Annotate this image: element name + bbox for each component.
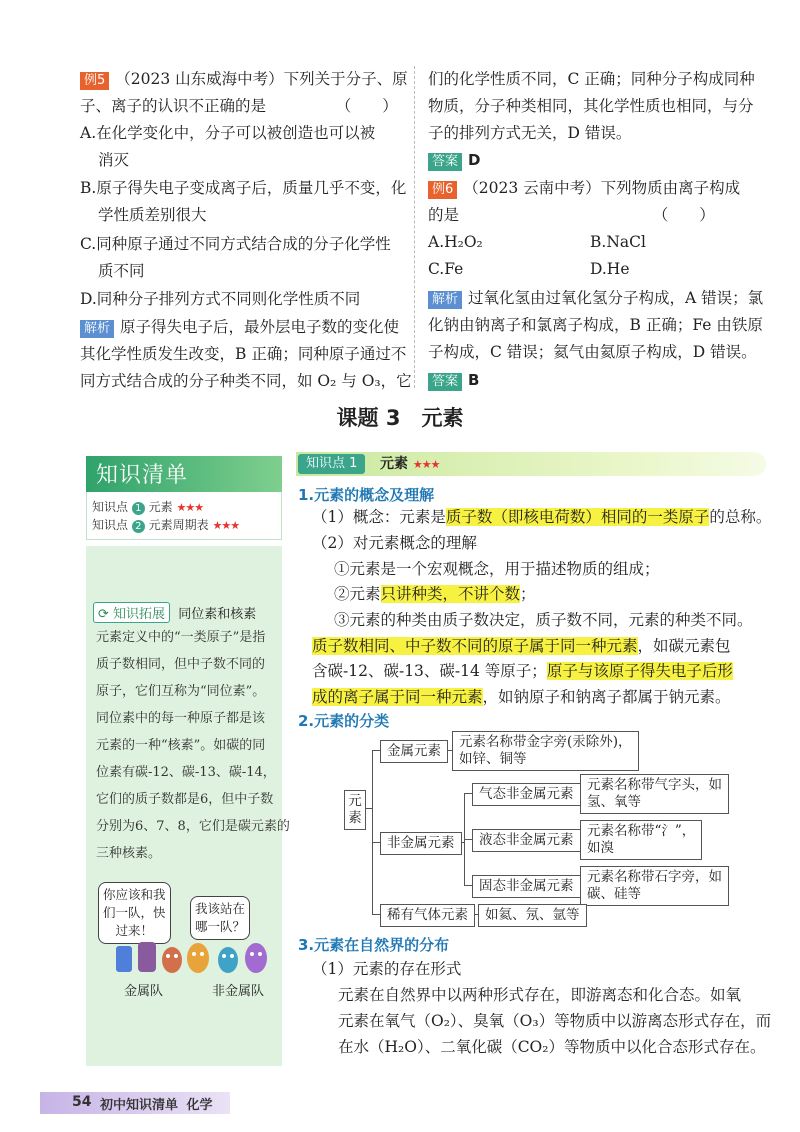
ex6-question-line2: 的是 （ ）	[428, 206, 715, 224]
ex5-analysis-line2: 其化学性质发生改变，B 正确；同种原子通过不	[80, 345, 407, 363]
extension-tag: ⟳ 知识拓展	[93, 602, 170, 623]
node-liquid-desc: 元素名称带“氵”， 如溴	[580, 820, 702, 860]
ex5-option-b-cont: 学性质差别很大	[98, 206, 207, 224]
ex5-analysis-line3: 同方式结合成的分子种类不同，如 O₂ 与 O₃，它	[80, 372, 412, 390]
extension-line: 位素有碳-12、碳-13、碳-14，	[96, 765, 276, 780]
node-solid-nonmetal: 固态非金属元素	[472, 875, 581, 898]
s1-item-2: ②元素只讲种类，不讲个数；	[334, 585, 536, 603]
ex5-option-d: D.同种分子排列方式不同则化学性质不同	[80, 290, 361, 308]
section-2-title: 2.元素的分类	[298, 712, 390, 730]
section-1-title: 1.元素的概念及理解	[298, 486, 435, 504]
knowledge-extension-header: ⟳ 知识拓展 同位素和核素	[93, 602, 256, 623]
star-icon: ★★★	[212, 519, 240, 532]
highlight: 原子与该原子得失电子后形	[546, 662, 733, 680]
extension-line: 原子，它们互称为“同位素”。	[96, 684, 266, 699]
team-nonmetal-label: 非金属队	[212, 984, 265, 999]
character-icon	[138, 942, 156, 972]
number-badge: 2	[132, 520, 145, 533]
node-noble-gas: 稀有气体元素	[380, 904, 475, 927]
extension-line: 三种核素。	[96, 846, 162, 861]
node-metal-desc: 元素名称带金字旁(汞除外)， 如锌、铜等	[452, 731, 639, 771]
character-icon	[162, 947, 182, 973]
highlight: 成的离子属于同一种元素	[312, 688, 483, 706]
s1-item-4: 质子数相同、中子数不同的原子属于同一种元素，如碳元素包	[312, 637, 731, 655]
ex5-answer: 答案 D	[428, 146, 480, 174]
node-noble-desc: 如氦、氖、氩等	[478, 904, 587, 927]
ex5-option-c: C.同种原子通过不同方式结合成的分子化学性	[80, 235, 391, 253]
ex5-analysis-line5: 物质，分子种类相同，其化学性质也相同，与分	[428, 97, 754, 115]
node-gas-desc: 元素名称带气字头，如 氢、氧等	[580, 774, 729, 814]
character-icon	[245, 943, 267, 973]
s1-definition: （1）概念：元素是质子数（即核电荷数）相同的一类原子的总称。	[312, 508, 772, 526]
s3-subheading-1: （1）元素的存在形式	[312, 960, 462, 978]
ex6-analysis-line3: 子构成，C 错误；氦气由氦原子构成，D 错误。	[428, 343, 757, 361]
node-gas-nonmetal: 气态非金属元素	[472, 783, 581, 806]
character-icon	[116, 946, 132, 972]
star-icon: ★★★	[412, 458, 440, 471]
ex5-option-a-cont: 消灭	[98, 151, 130, 169]
ex6-analysis-line1: 解析 过氧化氢由过氧化氢分子构成，A 错误；氯	[428, 284, 763, 312]
s1-subheading-2: （2）对元素概念的理解	[312, 534, 477, 552]
s1-item-6: 成的离子属于同一种元素，如钠原子和钠离子都属于钠元素。	[312, 688, 731, 706]
sidebar-point-2[interactable]: 知识点 2 元素周期表 ★★★	[92, 518, 240, 532]
ex6-option-d: D.He	[590, 260, 630, 278]
highlight: 质子数相同、中子数不同的原子属于同一种元素	[312, 637, 638, 655]
s3-paragraph-line1: 元素在自然界中以两种形式存在，即游离态和化合态。如氧	[338, 986, 742, 1004]
s3-paragraph-line3: 在水（H₂O）、二氧化碳（CO₂）等物质中以化合态形式存在。	[338, 1038, 766, 1056]
s1-item-5: 含碳-12、碳-13、碳-14 等原子；原子与该原子得失电子后形	[312, 662, 733, 680]
node-solid-desc: 元素名称带石字旁，如 碳、硅等	[580, 866, 729, 906]
ex5-option-c-cont: 质不同	[98, 262, 145, 280]
character-icon	[218, 947, 238, 973]
ex6-option-b: B.NaCl	[590, 233, 646, 251]
speech-bubble-metal: 你应该和我 们一队，快 过来！	[98, 882, 171, 944]
star-icon: ★★★	[176, 501, 204, 514]
example-tag: 例6	[428, 181, 457, 199]
knowledge-point-title: 元素 ★★★	[380, 456, 440, 472]
ex5-analysis-line1: 解析 原子得失电子后，最外层电子数的变化使	[80, 313, 399, 341]
knowledge-list-title: 知识清单	[96, 463, 189, 488]
speech-bubble-unsure: 我该站在 哪一队？	[190, 896, 250, 940]
extension-line: 质子数相同，但中子数不同的	[96, 657, 266, 672]
knowledge-point-badge: 知识点 1	[298, 454, 365, 474]
lesson-title: 课题 3 元素	[336, 406, 464, 430]
page-number: 54	[72, 1094, 92, 1110]
section-3-title: 3.元素在自然界的分布	[298, 936, 450, 954]
node-liquid-nonmetal: 液态非金属元素	[472, 829, 581, 852]
analysis-tag: 解析	[80, 320, 114, 338]
footer-book-title: 初中知识清单 化学	[100, 1098, 213, 1113]
ex6-option-c: C.Fe	[428, 260, 464, 278]
node-metal: 金属元素	[380, 740, 448, 763]
extension-line: 分别为6、7、8，它们是碳元素的	[96, 819, 290, 834]
cartoon-element-characters	[110, 936, 280, 980]
ex6-option-a: A.H₂O₂	[428, 233, 483, 251]
s1-item-1: ①元素是一个宏观概念，用于描述物质的组成；	[334, 560, 660, 578]
answer-tag: 答案	[428, 153, 462, 171]
ex6-question-line1: 例6 （2023 云南中考）下列物质由离子构成	[428, 174, 740, 202]
extension-line: 同位素中的每一种原子都是该	[96, 711, 266, 726]
ex5-analysis-line6: 子的排列方式无关，D 错误。	[428, 124, 632, 142]
team-metal-label: 金属队	[124, 984, 164, 999]
s1-item-3: ③元素的种类由质子数决定，质子数不同，元素的种类不同。	[334, 611, 753, 629]
node-element: 元素	[344, 790, 366, 830]
extension-line: 元素的一种“核素”。如碳的同	[96, 738, 266, 753]
extension-line: 元素定义中的“一类原子”是指	[96, 630, 266, 645]
ex6-analysis-line2: 化钠由钠离子和氯离子构成，B 正确；Fe 由铁原	[428, 316, 763, 334]
extension-line: 它们的质子数都是6，但中子数	[96, 792, 274, 807]
ex6-answer: 答案 B	[428, 366, 479, 394]
highlight: 只讲种类，不讲个数	[380, 585, 521, 603]
column-divider	[414, 66, 415, 388]
example-tag: 例5	[80, 72, 109, 90]
character-icon	[187, 943, 209, 973]
sidebar-point-1[interactable]: 知识点 1 元素 ★★★	[92, 500, 204, 514]
ex5-option-b: B.原子得失电子变成离子后，质量几乎不变，化	[80, 179, 407, 197]
ex5-question-line2: 子、离子的认识不正确的是 （ ）	[80, 97, 398, 115]
ex5-analysis-line4: 们的化学性质不同，C 正确；同种分子构成同种	[428, 70, 755, 88]
knowledge-point-banner	[296, 452, 766, 476]
analysis-tag: 解析	[428, 291, 462, 309]
highlight: 质子数（即核电荷数）相同的一类原子	[445, 508, 710, 526]
node-nonmetal: 非金属元素	[380, 832, 462, 855]
ex5-question-line1: 例5 （2023 山东威海中考）下列关于分子、原	[80, 65, 408, 93]
ex5-option-a: A.在化学变化中，分子可以被创造也可以被	[80, 124, 376, 142]
s3-paragraph-line2: 元素在氧气（O₂）、臭氧（O₃）等物质中以游离态形式存在，而	[338, 1012, 772, 1030]
number-badge: 1	[132, 502, 145, 515]
answer-tag: 答案	[428, 373, 462, 391]
